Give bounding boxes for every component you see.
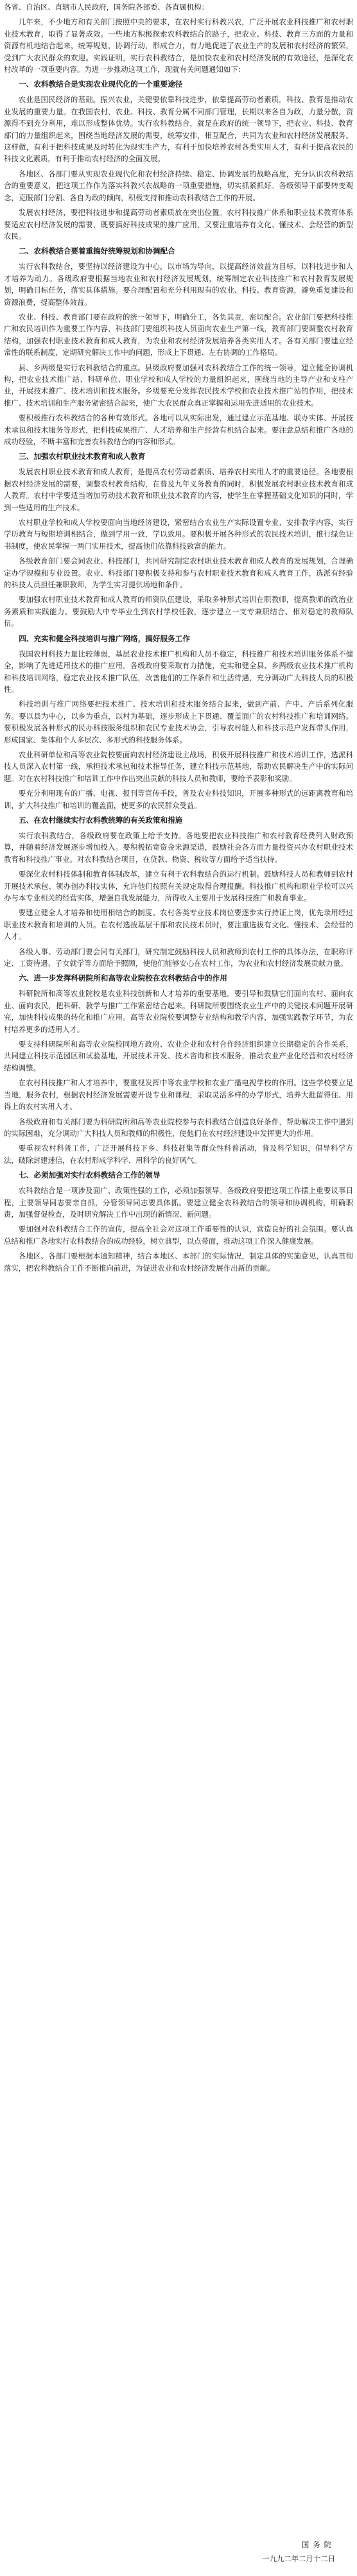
paragraph: 要加强对农科教结合工作的宣传，提高全社会对这项工作重要性的认识，营造良好的社会氛围。要认真总结和推广各地实行农科教结合的成功经验，树立典型，以点带面，推动这项工作深入健康发展。 bbox=[4, 1224, 353, 1246]
paragraph: 科研院所和高等农业院校是农业科技创新和人才培养的重要基地。要引导和鼓励它们面向农村、面向农业、面向农民，把科研、教学与推广工作紧密结合起来。科研院所要围绕农业生产中的关键技术问题开展研究，加快科技成果的转化和推广应用。高等农业院校要调整专业结构和教学内容，加强实践教学环节，为农村培养更多的适用人才。 bbox=[4, 989, 353, 1034]
paragraph: 农业、科技、教育部门要在政府的统一领导下，明确分工，各负其责，密切配合。农业部门要把科技推广和农民培训作为重要工作内容，科技部门要组织科技人员面向农业生产第一线，教育部门要调整农村教育结构，加强农村职业技术教育和成人教育，为农业和农村经济发展培养各类实用人才。各有关部门要建立经常性的联系制度，定期研究解决工作中的问题，形成上下贯通、左右协调的工作格局。 bbox=[4, 312, 353, 357]
document-body bbox=[4, 1, 353, 1274]
paragraph: 科技培训与推广网络要把技术推广、技术培训和技术服务结合起来，做到产前、产中、产后系列化服务。要以县为中心，以乡为重点，以村为基础，逐步形成上下贯通、覆盖面广的农村科技推广和培训网络。要积极发展各种形式的民办科技服务组织和农民专业技术协会，引导农村能人和科技示范户发挥带头作用，形成国家、集体和个人多层次、多形式的科技服务体系。 bbox=[4, 700, 353, 744]
paragraph: 县、乡两级是实行农科教结合的重点。县级政府要加强对农科教结合工作的统一领导，建立健全协调机构，把农业技术推广站、科研单位、职业学校和成人学校的力量组织起来，围绕当地的主导产业和支柱产业，开展技术推广、技术培训和技术服务。乡级要充分发挥农民技术学校和农业技术推广站的作用，把技术推广、技术培训和生产服务紧密结合起来，使广大农民群众真正掌握和运用先进适用的农业技术。 bbox=[4, 363, 353, 408]
paragraph: 各地区、各部门要根据本通知精神，结合本地区、本部门的实际情况，制定具体的实施意见，认真贯彻落实，把农科教结合工作不断推向前进，为促进农业和农村经济发展作出新的贡献。 bbox=[4, 1251, 353, 1273]
signature-block bbox=[262, 2539, 335, 2564]
section-heading: 一、农科教结合是实现农业现代化的一个重要途径 bbox=[19, 80, 183, 89]
paragraph: 要深化农村科技体制和教育体制改革，建立有利于农科教结合的运行机制。鼓励科技人员和教师到农村开展技术承包、领办创办科技实体，允许他们按照有关规定取得合理报酬。科技推广机构和职业学校可以兴办与本专业相关的经营实体，增强自我发展能力，所得收入主要用于发展科技推广和教育事业。 bbox=[4, 870, 353, 902]
section-heading: 五、在农村继续实行农科教统筹的有关政策和措施 bbox=[19, 815, 183, 825]
issuing-organization: 国务院 bbox=[301, 2540, 335, 2549]
paragraph: 要充分利用现有的广播、电视、报刊等宣传手段，普及农业科技知识，开展多种形式的远距离教育和培训，扩大科技推广和培训的覆盖面，使更多的农民群众受益。 bbox=[4, 789, 353, 810]
paragraph: 农科教结合是一项涉及面广、政策性强的工作，必须加强领导。各级政府要把这项工作摆上重要议事日程，主要领导同志要亲自抓，分管领导同志要具体抓。要建立健全农科教结合的领导和协调机构，明确职责，加强督促检查，及时研究解决工作中出现的新情况、新问题。 bbox=[4, 1186, 353, 1219]
paragraph: 要加强农村职业技术教育和成人教育的师资队伍建设，采取多种形式培训在职教师，提高教师的政治业务素质和实践能力。要鼓励大中专毕业生到农村学校任教，逐步建立一支专兼职结合、相对稳定的教师队伍。 bbox=[4, 595, 353, 628]
paragraph: 要积极推行农科教结合的各种有效形式。各地可以从实际出发，通过建立示范基地、联办实体、开展技术承包和技术服务等形式，把科技成果推广、人才培养和生产经营有机结合起来。要注意总结和推广各地的成功经验，不断丰富和完善农科教结合的内容和形式。 bbox=[4, 413, 353, 446]
paragraph: 要支持科研院所和高等农业院校同地方政府、农业企业和农村合作经济组织建立长期稳定的合作关系，共同建立科技示范园区和试验基地，开展技术开发、技术咨询和技术服务，推动农业产业化经营和农村经济结构调整。 bbox=[4, 1040, 353, 1072]
paragraph: 农业科研单位和高等农业院校要面向农村经济建设主战场，积极开展科技推广和技术培训工作，选派科技人员深入农村第一线，承担技术承包和技术指导任务，建立科技示范基地，帮助农民解决生产中的实际问题。对在农村科技推广和培训工作中作出突出贡献的科技人员和教师，要给予表彰和奖励。 bbox=[4, 750, 353, 783]
paragraph: 在农村科技推广和人才培养中，要重视发挥中等农业学校和农业广播电视学校的作用。这些学校要立足当地，服务农村，根据农村经济发展需要开设专业和课程，采取灵活多样的办学形式，培养大批留得住、用得上的农村实用人才。 bbox=[4, 1078, 353, 1112]
issue-date: 一九九二年二月十二日 bbox=[262, 2554, 335, 2563]
paragraph: 农业是国民经济的基础。振兴农业，关键要依靠科技进步，依靠提高劳动者素质。科技、教育是推动农业发展的重要力量。在我国农村，农业、科技、教育分属不同部门管理，长期以来各自为政，力量分散，资源得不到充分利用，难以形成整体优势。实行农科教结合，就是在政府的统一领导下，把农业、科技、教育部门的力量组织起来，围绕当地经济发展的需要，统筹安排，相互配合，共同为农业和农村经济发展服务。这样做，有利于把科技成果及时转化为现实生产力，有利于加快培养农村各类实用人才，有利于提高农民的科技文化素质，有利于推动农村经济的全面发展。 bbox=[4, 95, 353, 164]
paragraph: 要建立健全人才培养和使用相结合的制度。农村各类专业技术岗位要逐步实行持证上岗，优先录用经过职业技术教育和培训的人员。在农村选拔基层干部和农民技术员时，要注重选拔有文化、懂技术、会经营的人才。 bbox=[4, 908, 353, 941]
paragraph: 各省、自治区、直辖市人民政府，国务院各部委、各直属机构： bbox=[4, 3, 209, 12]
paragraph: 发展农村经济，要把科技进步和提高劳动者素质放在突出位置。农村科技推广体系和职业技术教育体系要适应农村经济发展的需要，既要搞好科技成果的推广应用，又要注重培养有文化、懂技术、会经营的新型农民。 bbox=[4, 208, 353, 241]
paragraph: 各级人事、劳动部门要会同有关部门，研究制定鼓励科技人员和教师到农村工作的具体办法，在职称评定、工资待遇、子女就学等方面给予照顾，使他们能够安心在农村工作，为农业和农村经济发展贡献力量。 bbox=[4, 947, 353, 968]
paragraph: 实行农科教结合，各级政府要在政策上给予支持。各地要把农业科技推广和农村教育经费列入财政预算，并随着经济发展逐步增加投入。要积极拓宽资金来源渠道，鼓励社会各方面力量投资兴办农村职业技术教育和科技推广事业。对农科教结合项目，在贷款、物资、税收等方面给予适当扶持。 bbox=[4, 830, 353, 864]
paragraph: 实行农科教结合，要坚持以经济建设为中心，以市场为导向，以提高经济效益为目标，以科技进步和人才培养为动力。各级政府要根据当地农业和农村经济发展规划，统筹制定农业科技推广和农村教育发展规划，明确目标任务，落实具体措施。要合理配置和充分利用现有的农业、科技、教育资源，避免重复建设和资源浪费，提高整体效益。 bbox=[4, 262, 353, 307]
paragraph: 几年来，不少地方和有关部门按照中央的要求，在农村实行科教兴农，广泛开展农业科技推广和农村职业技术教育，取得了显著成效。一些地方积极探索农科教结合的路子，把农业、科技、教育三方面的力量和资源有机地结合起来，统筹规划，协调行动，形成合力，有力地促进了农业生产的发展和农村经济的繁荣，受到广大农民群众的欢迎。实践证明，实行农科教结合，是加快农业和农村经济发展的有效途径，是深化农村改革的一项重要内容。为进一步推动这项工作，现就有关问题通知如下： bbox=[4, 17, 353, 74]
section-heading: 四、充实和健全科技培训与推广网络，搞好服务工作 bbox=[19, 633, 190, 643]
section-heading: 七、必须加强对实行农科教结合工作的领导 bbox=[19, 1171, 161, 1180]
section-heading: 六、进一步发挥科研院所和高等农业院校在农科教结合中的作用 bbox=[19, 974, 227, 983]
section-heading: 三、加强农村职业技术教育和成人教育 bbox=[19, 452, 146, 461]
paragraph: 各地区、各部门要从实现农业现代化和农村经济持续、稳定、协调发展的战略高度，充分认识农科教结合的重要意义，把这项工作作为落实科教兴农战略的一项重要措施，切实抓紧抓好。各级领导干部要转变观念，克服部门分割、各自为政的倾向，积极支持和推动农科教结合工作的开展。 bbox=[4, 169, 353, 202]
paragraph: 我国农村科技力量比较薄弱，基层农业技术推广机构和人员不稳定，科技推广和技术培训服务体系不健全，影响了先进适用技术的推广应用。各级政府要采取有力措施，充实和健全县、乡两级农业技术推广机构和科技培训网络，稳定农业技术推广队伍，改善他们的工作条件和生活待遇，充分调动广大科技人员的积极性。 bbox=[4, 649, 353, 694]
paragraph: 农村职业学校和成人学校要面向当地经济建设，紧密结合农业生产实际设置专业、安排教学内容，实行学历教育与短期培训相结合，做到学用一致，学以致用。要积极开展各种形式的农民技术培训，推行绿色证书制度，使农民掌握一两门实用技术，提高他们依靠科技致富的能力。 bbox=[4, 518, 353, 551]
paragraph: 各级教育部门要会同农业、科技部门，共同研究制定农村职业技术教育和成人教育的发展规划，合理确定办学规模和专业设置。农业、科技部门要积极支持和参与农村职业技术教育和成人教育工作，选派有经验的科技人员担任兼职教师，为学生实习提供场地和条件。 bbox=[4, 556, 353, 590]
paragraph: 各级政府和有关部门要为科研院所和高等农业院校参与农科教结合创造良好条件，帮助解决工作中遇到的实际困难，充分调动广大科技人员和教师的积极性，使他们在农村经济建设中发挥更大的作用。 bbox=[4, 1117, 353, 1138]
paragraph: 发展农村职业技术教育和成人教育，是提高农村劳动者素质、培养农村实用人才的重要途径。各地要根据农村经济发展的需要，调整农村教育结构，在普及九年义务教育的同时，积极发展农村职业技术教育和成人教育。农村中学要适当增加劳动技术教育和职业技术教育的内容，使学生在掌握基础文化知识的同时，学到一些适用的生产技术。 bbox=[4, 467, 353, 512]
section-heading: 二、农科教结合要着重搞好统筹规划和协调配合 bbox=[19, 246, 175, 256]
paragraph: 要重视农村科普工作，广泛开展科技下乡、科技赶集等群众性科普活动，普及科学知识，倡导科学方法，破除封建迷信，在农村形成学科学、用科学的良好风气。 bbox=[4, 1144, 353, 1165]
